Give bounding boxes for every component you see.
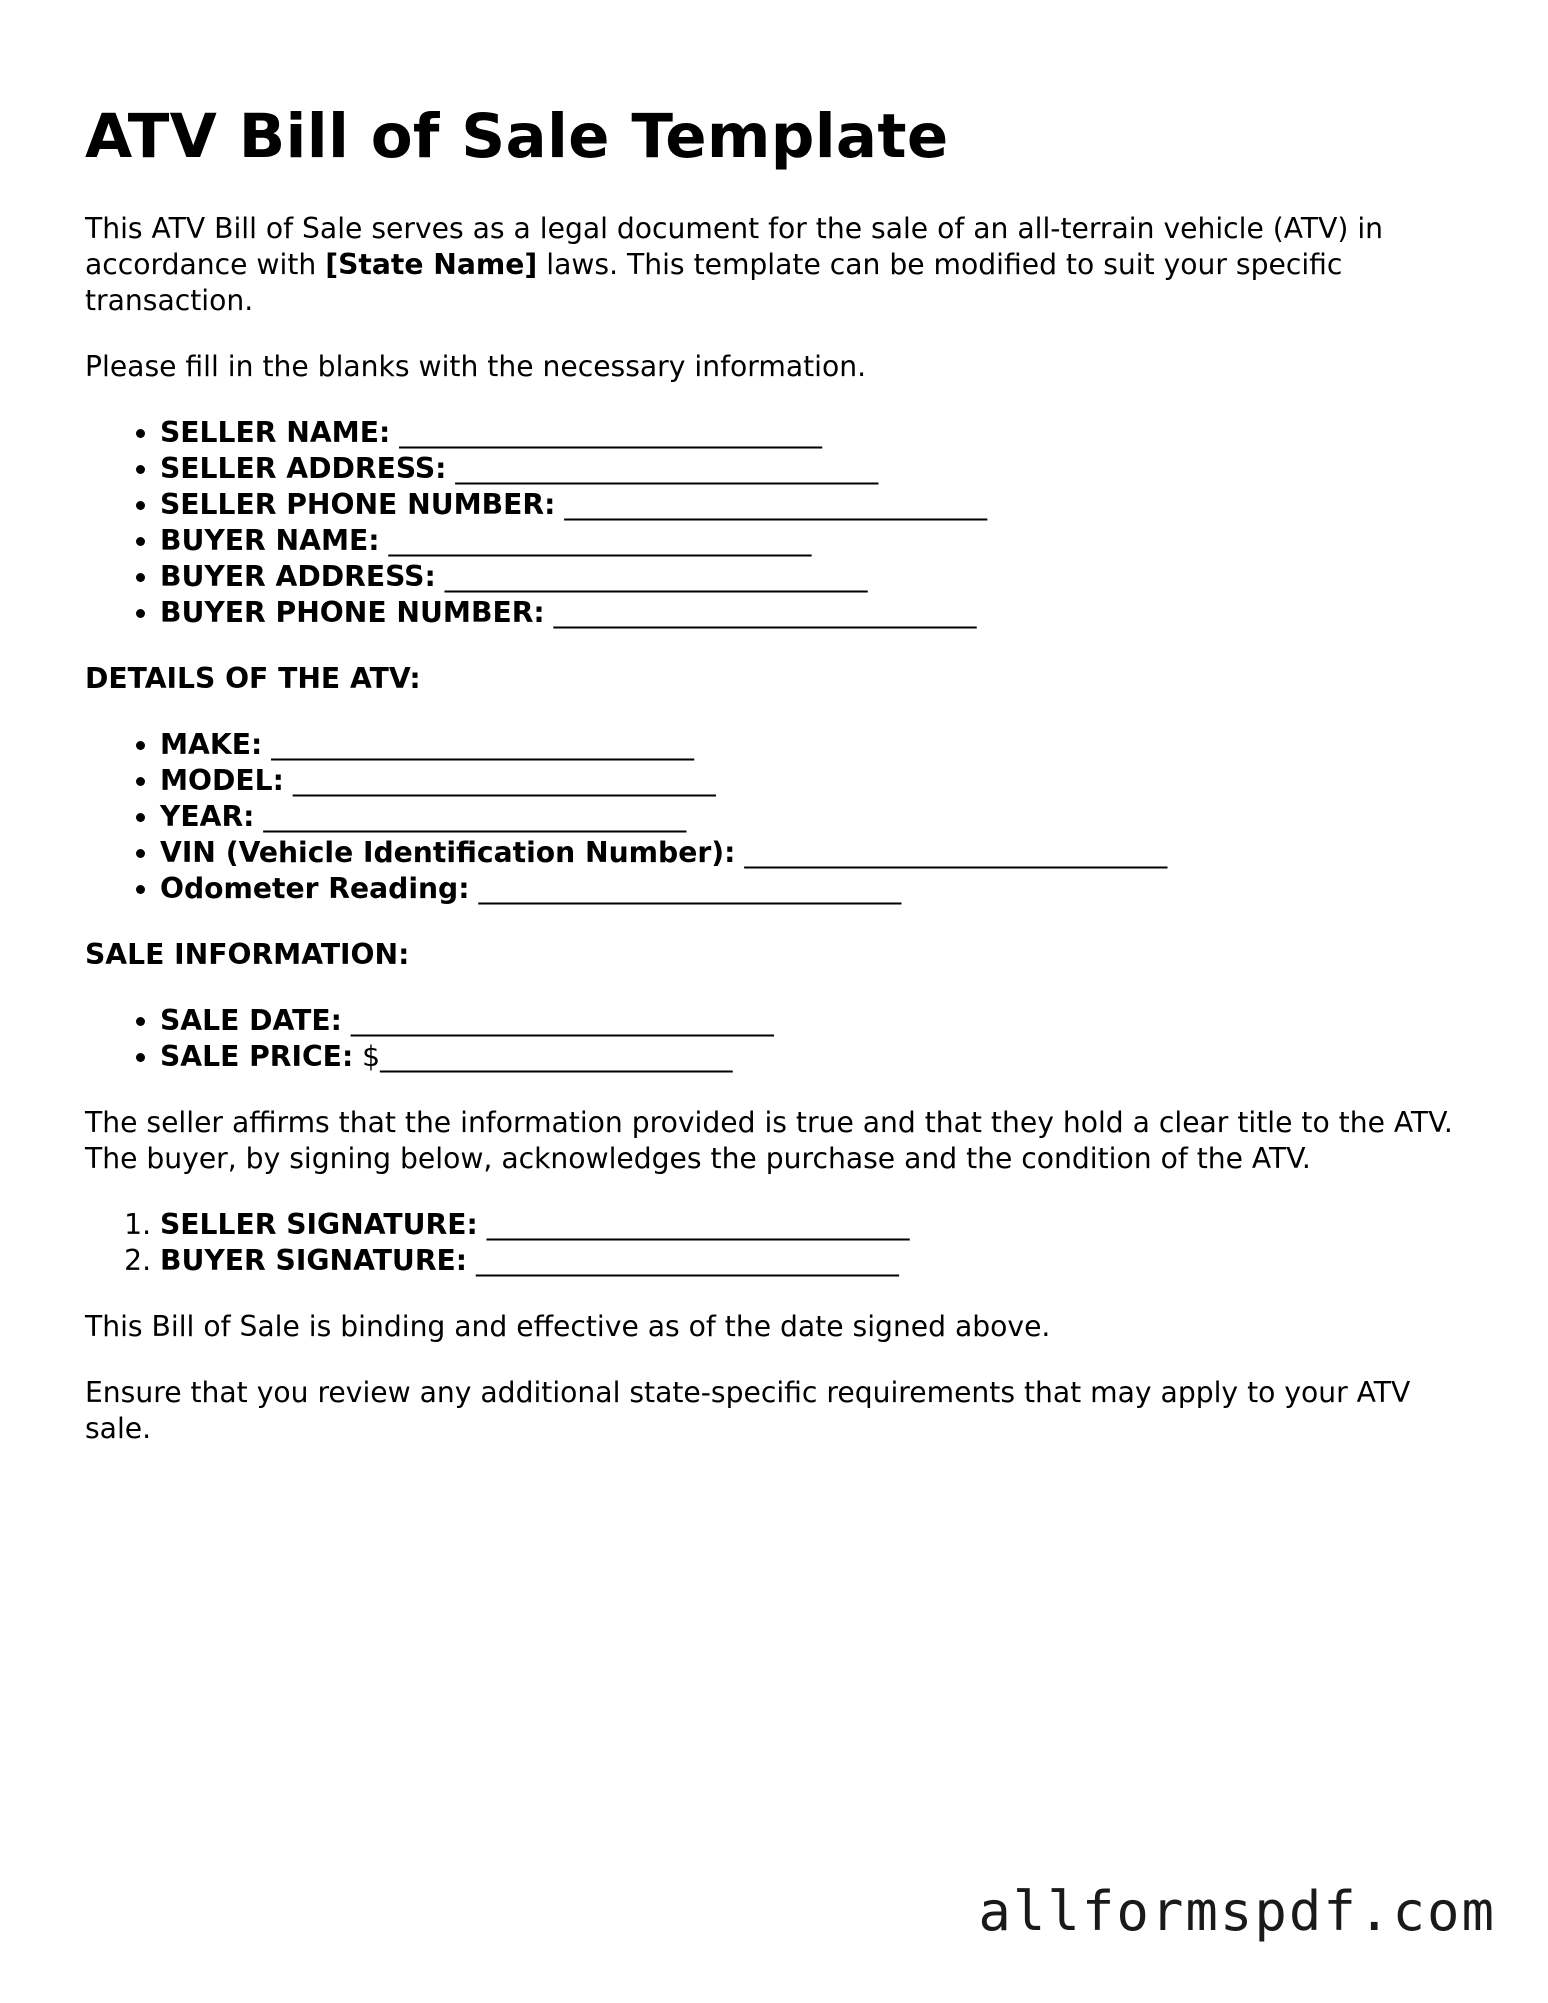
field-label: SELLER SIGNATURE: xyxy=(160,1208,478,1242)
intro-text-2: laws. This template can be modified to suit your specific transaction. xyxy=(85,248,1343,318)
blank-line[interactable]: ______________________________ xyxy=(254,800,687,834)
ensure-paragraph: Ensure that you review any additional state-specific requirements that may apply to your ATV sale. xyxy=(85,1376,1411,1446)
field-label: SELLER NAME: xyxy=(160,416,391,450)
instruction-paragraph: Please fill in the blanks with the necessary information. xyxy=(85,350,867,384)
field-label: YEAR: xyxy=(160,800,255,834)
document-page xyxy=(85,100,1465,1447)
blank-line[interactable]: ______________________________ xyxy=(283,764,716,798)
field-label: Odometer Reading: xyxy=(160,872,470,906)
field-label: SALE PRICE: xyxy=(160,1040,354,1074)
blank-line[interactable]: ______________________________ xyxy=(341,1004,774,1038)
blank-line[interactable]: ______________________________ xyxy=(446,452,879,486)
blank-line[interactable]: ______________________________ xyxy=(467,1244,899,1278)
list-item xyxy=(160,523,1465,559)
intro-text-1: This ATV Bill of Sale serves as a legal document for the sale of an all-terrain vehicle (ATV) in accordance with xyxy=(85,212,1384,282)
blank-line[interactable]: ______________________________ xyxy=(477,1208,910,1242)
field-label: VIN (Vehicle Identification Number): xyxy=(160,836,736,870)
list-item xyxy=(160,871,1465,907)
field-label: SELLER PHONE NUMBER: xyxy=(160,488,556,522)
sale-heading: SALE INFORMATION: xyxy=(85,938,410,972)
field-label: MAKE: xyxy=(160,728,263,762)
document-title: ATV Bill of Sale Template xyxy=(85,101,949,172)
list-item xyxy=(160,595,1465,631)
blank-line[interactable]: ______________________________ xyxy=(262,728,695,762)
blank-line[interactable]: ______________________________ xyxy=(544,596,977,630)
list-item xyxy=(160,451,1465,487)
field-label: BUYER SIGNATURE: xyxy=(160,1244,468,1278)
sale-info-list xyxy=(85,1003,1465,1075)
list-item xyxy=(160,727,1465,763)
intro-paragraph xyxy=(85,211,1465,319)
blank-line[interactable]: $_________________________ xyxy=(353,1040,733,1074)
blank-line[interactable]: ______________________________ xyxy=(555,488,988,522)
field-label: MODEL: xyxy=(160,764,284,798)
blank-line[interactable]: ______________________________ xyxy=(379,524,812,558)
list-item xyxy=(160,835,1465,871)
list-item xyxy=(160,415,1465,451)
list-item xyxy=(160,799,1465,835)
list-item xyxy=(160,559,1465,595)
blank-line[interactable]: ______________________________ xyxy=(469,872,902,906)
binding-paragraph: This Bill of Sale is binding and effective as of the date signed above. xyxy=(85,1310,1051,1344)
affirmation-paragraph: The seller affirms that the information provided is true and that they hold a clear title to the ATV. The buyer, by signing below, acknowledges the purchase and the condition of the ATV. xyxy=(85,1106,1453,1176)
atv-details-list xyxy=(85,727,1465,907)
list-item xyxy=(160,1207,1465,1243)
state-name-placeholder: [State Name] xyxy=(325,248,538,282)
field-label: BUYER PHONE NUMBER: xyxy=(160,596,545,630)
list-item xyxy=(160,1003,1465,1039)
party-info-list xyxy=(85,415,1465,631)
list-item xyxy=(160,1039,1465,1075)
blank-line[interactable]: ______________________________ xyxy=(735,836,1168,870)
blank-line[interactable]: ______________________________ xyxy=(435,560,868,594)
list-item xyxy=(160,487,1465,523)
field-label: SELLER ADDRESS: xyxy=(160,452,447,486)
watermark-text: allformspdf.com xyxy=(978,1880,1496,1943)
field-label: SALE DATE: xyxy=(160,1004,342,1038)
details-heading: DETAILS OF THE ATV: xyxy=(85,662,421,696)
list-item xyxy=(160,1243,1465,1279)
signature-list xyxy=(85,1207,1465,1279)
field-label: BUYER ADDRESS: xyxy=(160,560,436,594)
blank-line[interactable]: ______________________________ xyxy=(390,416,823,450)
field-label: BUYER NAME: xyxy=(160,524,380,558)
list-item xyxy=(160,763,1465,799)
